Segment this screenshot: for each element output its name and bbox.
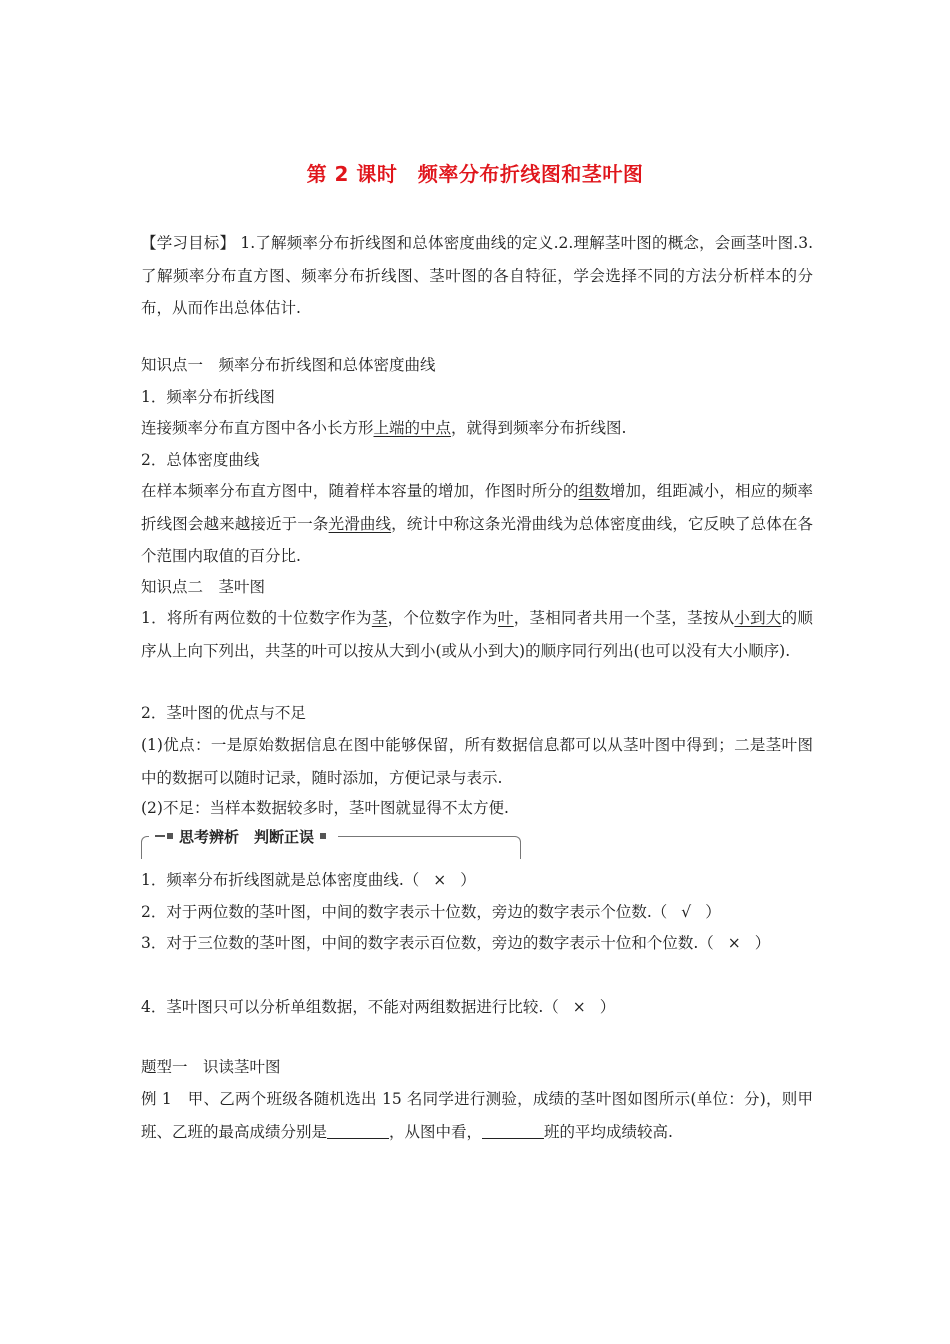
judgment-text: 2．对于两位数的茎叶图，中间的数字表示十位数，旁边的数字表示个位数.（ <box>141 903 668 921</box>
text-run: 1．将所有两位数的十位数字作为 <box>141 609 372 627</box>
answer-mark: × <box>433 871 447 889</box>
kp2-item1-text <box>141 602 813 667</box>
bracket-close: ） <box>705 903 721 921</box>
learning-objectives <box>141 227 813 325</box>
kp2-item2-title: 2．茎叶图的优点与不足 <box>141 704 306 722</box>
text-run: ，个位数字作为 <box>387 609 498 627</box>
lesson-title: 第 2 课时 频率分布折线图和茎叶图 <box>306 162 644 186</box>
kp2-disadvantages: (2)不足：当样本数据较多时，茎叶图就显得不太方便. <box>141 799 509 817</box>
text-run: 在样本频率分布直方图中，随着样本容量的增加，作图时所分的 <box>141 482 579 500</box>
text-run: 例 1 甲、乙两个班级各随机选出 15 名同学进行测验，成绩的茎叶图如图所示(单位：分)，则甲班、乙班的最高成绩分别是 <box>141 1090 813 1141</box>
judgment-text: 4．茎叶图只可以分析单组数据，不能对两组数据进行比较.（ <box>141 998 559 1016</box>
think-banner <box>141 828 521 859</box>
kp1-item2-text <box>141 475 813 573</box>
text-run: 连接频率分布直方图中各小长方形 <box>141 419 374 437</box>
judgment-item <box>141 864 813 896</box>
answer-mark: × <box>572 998 586 1016</box>
bracket-close: ） <box>754 934 771 952</box>
judgment-item <box>141 896 813 928</box>
kp1-item1-title: 1．频率分布折线图 <box>141 388 275 406</box>
banner-label <box>149 826 338 848</box>
square-bullet-icon <box>167 833 173 839</box>
bracket-close: ） <box>599 998 616 1016</box>
objectives-label: 【学习目标】 <box>141 234 236 252</box>
answer-blank <box>482 1122 544 1139</box>
objectives-text: 1.了解频率分布折线图和总体密度曲线的定义.2.理解茎叶图的概念，会画茎叶图.3.了解频率分布直方图、频率分布折线图、茎叶图的各自特征，学会选择不同的方法分析样本的分布，从而作出总体估计. <box>141 234 813 317</box>
underlined-term: 上端的中点 <box>373 419 452 437</box>
judgment-item <box>141 927 813 960</box>
square-bullet-icon <box>320 833 326 839</box>
underlined-term: 叶 <box>497 609 514 627</box>
kp1-item2-title: 2．总体密度曲线 <box>141 451 260 469</box>
text-run: ，统计中称这条光滑曲线为总体密度曲线，它反映了总体在各个范围内取值的百分比. <box>141 514 813 565</box>
judgment-text: 3．对于三位数的茎叶图，中间的数字表示百位数，旁边的数字表示十位和个位数.（ <box>141 934 714 952</box>
example-1 <box>141 1083 813 1148</box>
bracket-close: ） <box>460 871 476 889</box>
type1-heading: 题型一 识读茎叶图 <box>141 1058 281 1076</box>
answer-blank <box>327 1122 389 1139</box>
text-run: ，茎相同者共用一个茎，茎按从 <box>513 609 735 627</box>
dash-icon <box>155 835 165 837</box>
underlined-term: 光滑曲线 <box>328 514 392 533</box>
kp2-advantages: (1)优点：一是原始数据信息在图中能够保留，所有数据信息都可以从茎叶图中得到；二是茎叶图中的数据可以随时记录，随时添加，方便记录与表示. <box>141 736 813 787</box>
underlined-term: 小到大 <box>734 609 782 627</box>
kp1-heading: 知识点一 频率分布折线图和总体密度曲线 <box>141 356 436 374</box>
judgment-item <box>141 991 813 1023</box>
underlined-term: 组数 <box>578 482 610 500</box>
answer-mark: × <box>727 934 741 952</box>
text-run: 的顺序从上向下列出，共茎的叶可以按从大到小(或从小到大)的顺序同行列出(也可以没有大小顺序). <box>141 609 813 660</box>
text-run: ，就得到频率分布折线图. <box>451 419 627 437</box>
banner-text: 思考辨析 判断正误 <box>179 828 315 846</box>
text-run: ，从图中看， <box>389 1122 483 1141</box>
underlined-term: 茎 <box>371 609 388 627</box>
kp1-item1-text <box>141 412 813 444</box>
text-run: 增加，组距减小，相应的频率折线图会越来越接近于一条 <box>141 482 813 533</box>
answer-mark: √ <box>681 903 692 921</box>
judgment-text: 1．频率分布折线图就是总体密度曲线.（ <box>141 871 420 889</box>
text-run: 班的平均成绩较高. <box>544 1122 673 1141</box>
kp2-heading: 知识点二 茎叶图 <box>141 578 266 596</box>
